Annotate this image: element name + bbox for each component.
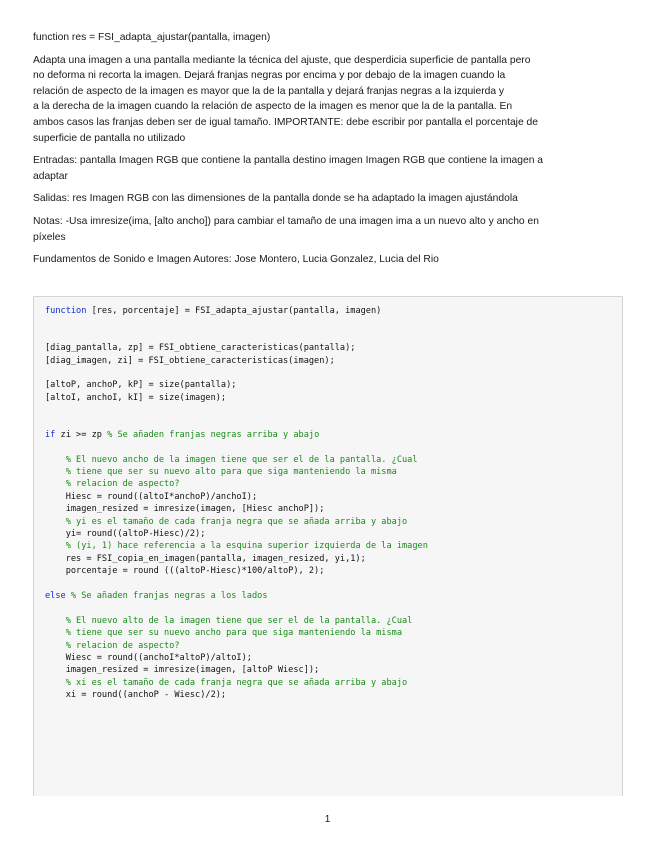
description-line: superficie de pantalla no utilizado [33,132,186,144]
code-line [45,503,616,515]
code-line [45,441,616,453]
code-text [45,467,66,477]
description-line: Adapta una imagen a una pantalla mediante la técnica del ajuste, que desperdicia superficie de pantalla pero [33,54,531,66]
code-keyword: if [45,429,56,440]
inputs-line: adaptar [33,170,68,182]
description-line: a la derecha de la imagen cuando la relación de aspecto de la imagen es menor que la de la pantalla. En [33,101,513,113]
code-comment: % El nuevo alto de la imagen tiene que ser el de la pantalla. ¿Cual [65,615,413,626]
code-text: imagen_resized = imresize(imagen, [altoP Wiesc]); [45,665,320,676]
code-text: [res, porcentaje] = FSI_adapta_ajustar(pantalla, imagen) [86,306,382,316]
notes-line: píxeles [33,231,66,243]
code-text [45,479,66,489]
code-text: Wiesc = round((anchoI*altoP)/altoI); [45,652,252,663]
code-comment: % xi es el tamaño de cada franja negra que se añada arriba y abajo [65,677,408,688]
code-line [45,528,616,540]
code-line [45,392,616,404]
code-comment: % relacion de aspecto? [65,479,180,490]
code-comment: % El nuevo ancho de la imagen tiene que ser el de la pantalla. ¿Cual [65,454,418,465]
code-listing [45,305,616,702]
code-comment: % Se añaden franjas negras arriba y abajo [107,429,320,440]
code-line [45,404,616,416]
inputs-paragraph [33,153,625,184]
code-text [45,517,66,527]
code-line [45,590,616,602]
code-line [45,466,616,478]
code-line [45,578,616,590]
code-text: yi= round((altoP-Hiesc)/2); [45,529,206,540]
description-paragraph [33,53,625,147]
code-text [45,616,66,626]
code-line [45,540,616,552]
code-line [45,367,616,379]
code-comment: % Se añaden franjas negras a los lados [70,590,268,601]
code-text: [altoI, anchoI, kI] = size(imagen); [45,392,227,403]
code-text [45,541,66,551]
code-line [45,615,616,627]
code-comment: % tiene que ser su nuevo ancho para que siga manteniendo la misma [65,628,403,639]
page-number: 1 [324,814,331,825]
code-comment: % yi es el tamaño de cada franja negra que se añada arriba y abajo [65,516,408,527]
code-text: [diag_imagen, zi] = FSI_obtiene_caracteristicas(imagen); [45,355,335,366]
code-block [33,296,623,796]
code-line [45,553,616,565]
description-line: ambos casos las franjas deben ser de igual tamaño. IMPORTANTE: debe escribir por pantalla el porcentaje de [33,116,539,128]
code-line [45,330,616,342]
code-line [45,478,616,490]
code-line [45,640,616,652]
credits-paragraph: Fundamentos de Sonido e Imagen Autores: Jose Montero, Lucia Gonzalez, Lucia del Rio [33,254,439,266]
code-text: zi >= zp [55,429,108,440]
code-comment: % (yi, 1) hace referencia a la esquina superior izquierda de la imagen [65,541,428,552]
document-prose [33,30,625,275]
code-text: res = FSI_copia_en_imagen(pantalla, imagen_resized, yi,1); [45,553,366,564]
code-line [45,627,616,639]
code-comment: % tiene que ser su nuevo alto para que siga manteniendo la misma [65,467,397,478]
code-line [45,516,616,528]
code-text [45,455,66,465]
code-line [45,677,616,689]
code-line [45,454,616,466]
code-text: xi = round((anchoP - Wiesc)/2); [45,690,227,701]
code-text: [diag_pantalla, zp] = FSI_obtiene_caracteristicas(pantalla); [45,343,356,354]
code-comment: % relacion de aspecto? [65,640,180,651]
code-line [45,491,616,503]
function-signature: function res = FSI_adapta_ajustar(pantalla, imagen) [33,32,271,43]
code-text [45,628,66,638]
code-keyword: else [45,590,66,601]
code-text: imagen_resized = imresize(imagen, [Hiesc anchoP]); [45,504,325,515]
code-line [45,689,616,701]
code-line [45,664,616,676]
code-line [45,429,616,441]
code-line [45,417,616,429]
code-line [45,342,616,354]
code-text [45,641,66,651]
description-line: no deforma ni recorta la imagen. Dejará franjas negras por encima y por debajo de la imagen cuando la [33,70,506,82]
code-line [45,602,616,614]
code-line [45,379,616,391]
code-text: Hiesc = round((altoI*anchoP)/anchoI); [45,491,258,502]
code-text [45,678,66,688]
code-line [45,305,616,317]
notes-line: Notas: -Usa imresize(ima, [alto ancho]) para cambiar el tamaño de una imagen ima a un nuevo alto y ancho en [33,215,539,227]
code-text: [altoP, anchoP, kP] = size(pantalla); [45,380,237,391]
notes-paragraph [33,214,625,245]
code-line [45,652,616,664]
description-line: relación de aspecto de la imagen es mayor que la de la pantalla y dejará franjas negras a la izquierda y [33,85,505,97]
inputs-line: Entradas: pantalla Imagen RGB que contiene la pantalla destino imagen Imagen RGB que contiene la imagen a [33,155,544,167]
code-text: porcentaje = round (((altoP-Hiesc)*100/altoP), 2); [45,566,325,577]
code-line [45,355,616,367]
outputs-paragraph: Salidas: res Imagen RGB con las dimensiones de la pantalla donde se ha adaptado la imagen ajustándola [33,193,518,205]
code-keyword: function [45,306,87,316]
code-line [45,565,616,577]
code-line [45,317,616,329]
